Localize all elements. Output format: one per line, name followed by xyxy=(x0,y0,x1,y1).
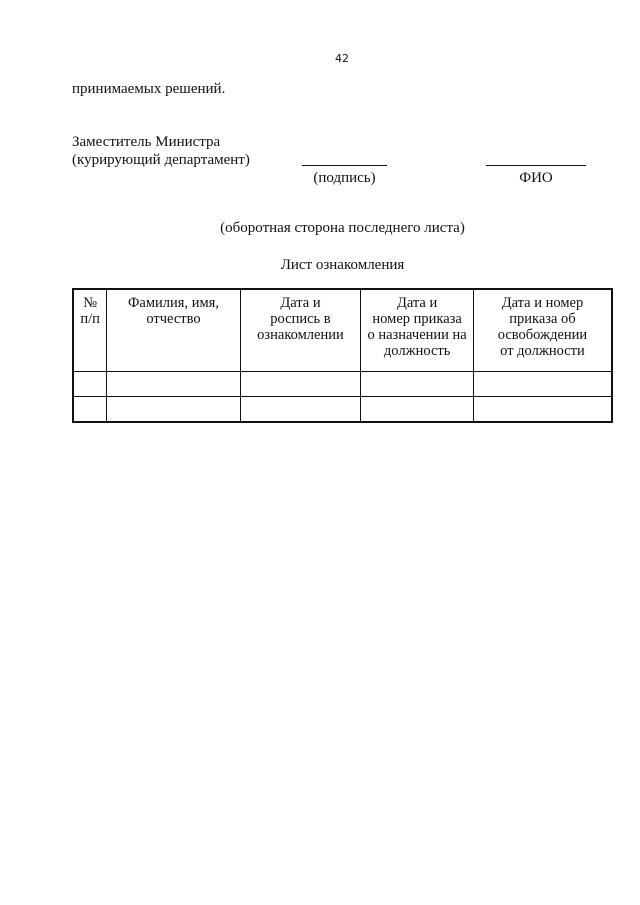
header-line: п/п xyxy=(80,311,100,327)
header-line: освобождении xyxy=(497,327,588,343)
header-line: от должности xyxy=(500,343,585,359)
header-line: о назначении на xyxy=(367,327,467,343)
header-line: номер приказа xyxy=(372,311,462,327)
table-row xyxy=(73,372,612,397)
page-number: 42 xyxy=(335,52,349,65)
header-appointment-order xyxy=(361,289,474,372)
table-cell xyxy=(107,372,240,397)
table-header-row xyxy=(73,289,612,372)
table-cell xyxy=(240,372,361,397)
table-cell xyxy=(361,372,474,397)
table-cell xyxy=(473,372,612,397)
header-line: отчество xyxy=(146,311,201,327)
header-line: Дата и xyxy=(280,295,321,311)
continuation-text: принимаемых решений. xyxy=(72,81,226,97)
signatory-title-line2: (курирующий департамент) xyxy=(72,152,250,168)
header-ack-date-signature xyxy=(240,289,361,372)
header-line: Фамилия, имя, xyxy=(127,295,219,311)
header-line: Дата и номер xyxy=(501,295,584,311)
signatory-title-line1: Заместитель Министра xyxy=(72,134,221,150)
header-line: Дата и xyxy=(396,295,438,311)
acknowledgement-table xyxy=(72,288,613,423)
table-cell xyxy=(473,397,612,423)
table-row xyxy=(73,397,612,423)
table-cell xyxy=(73,397,107,423)
header-line: должность xyxy=(383,343,451,359)
table-cell xyxy=(240,397,361,423)
name-line xyxy=(486,165,586,166)
header-dismissal-order xyxy=(473,289,612,372)
sheet-title: Лист ознакомления xyxy=(280,257,405,273)
header-line: ознакомлении xyxy=(257,327,344,343)
header-line: № xyxy=(83,295,98,311)
header-full-name xyxy=(107,289,240,372)
table-cell xyxy=(73,372,107,397)
name-caption: ФИО xyxy=(519,170,553,186)
table-cell xyxy=(361,397,474,423)
table-cell xyxy=(107,397,240,423)
signature-caption: (подпись) xyxy=(313,170,376,186)
back-side-note: (оборотная сторона последнего листа) xyxy=(220,220,465,236)
header-line: роспись в xyxy=(270,311,331,327)
header-number xyxy=(73,289,107,372)
signature-line xyxy=(302,165,387,166)
header-line: приказа об xyxy=(509,311,576,327)
